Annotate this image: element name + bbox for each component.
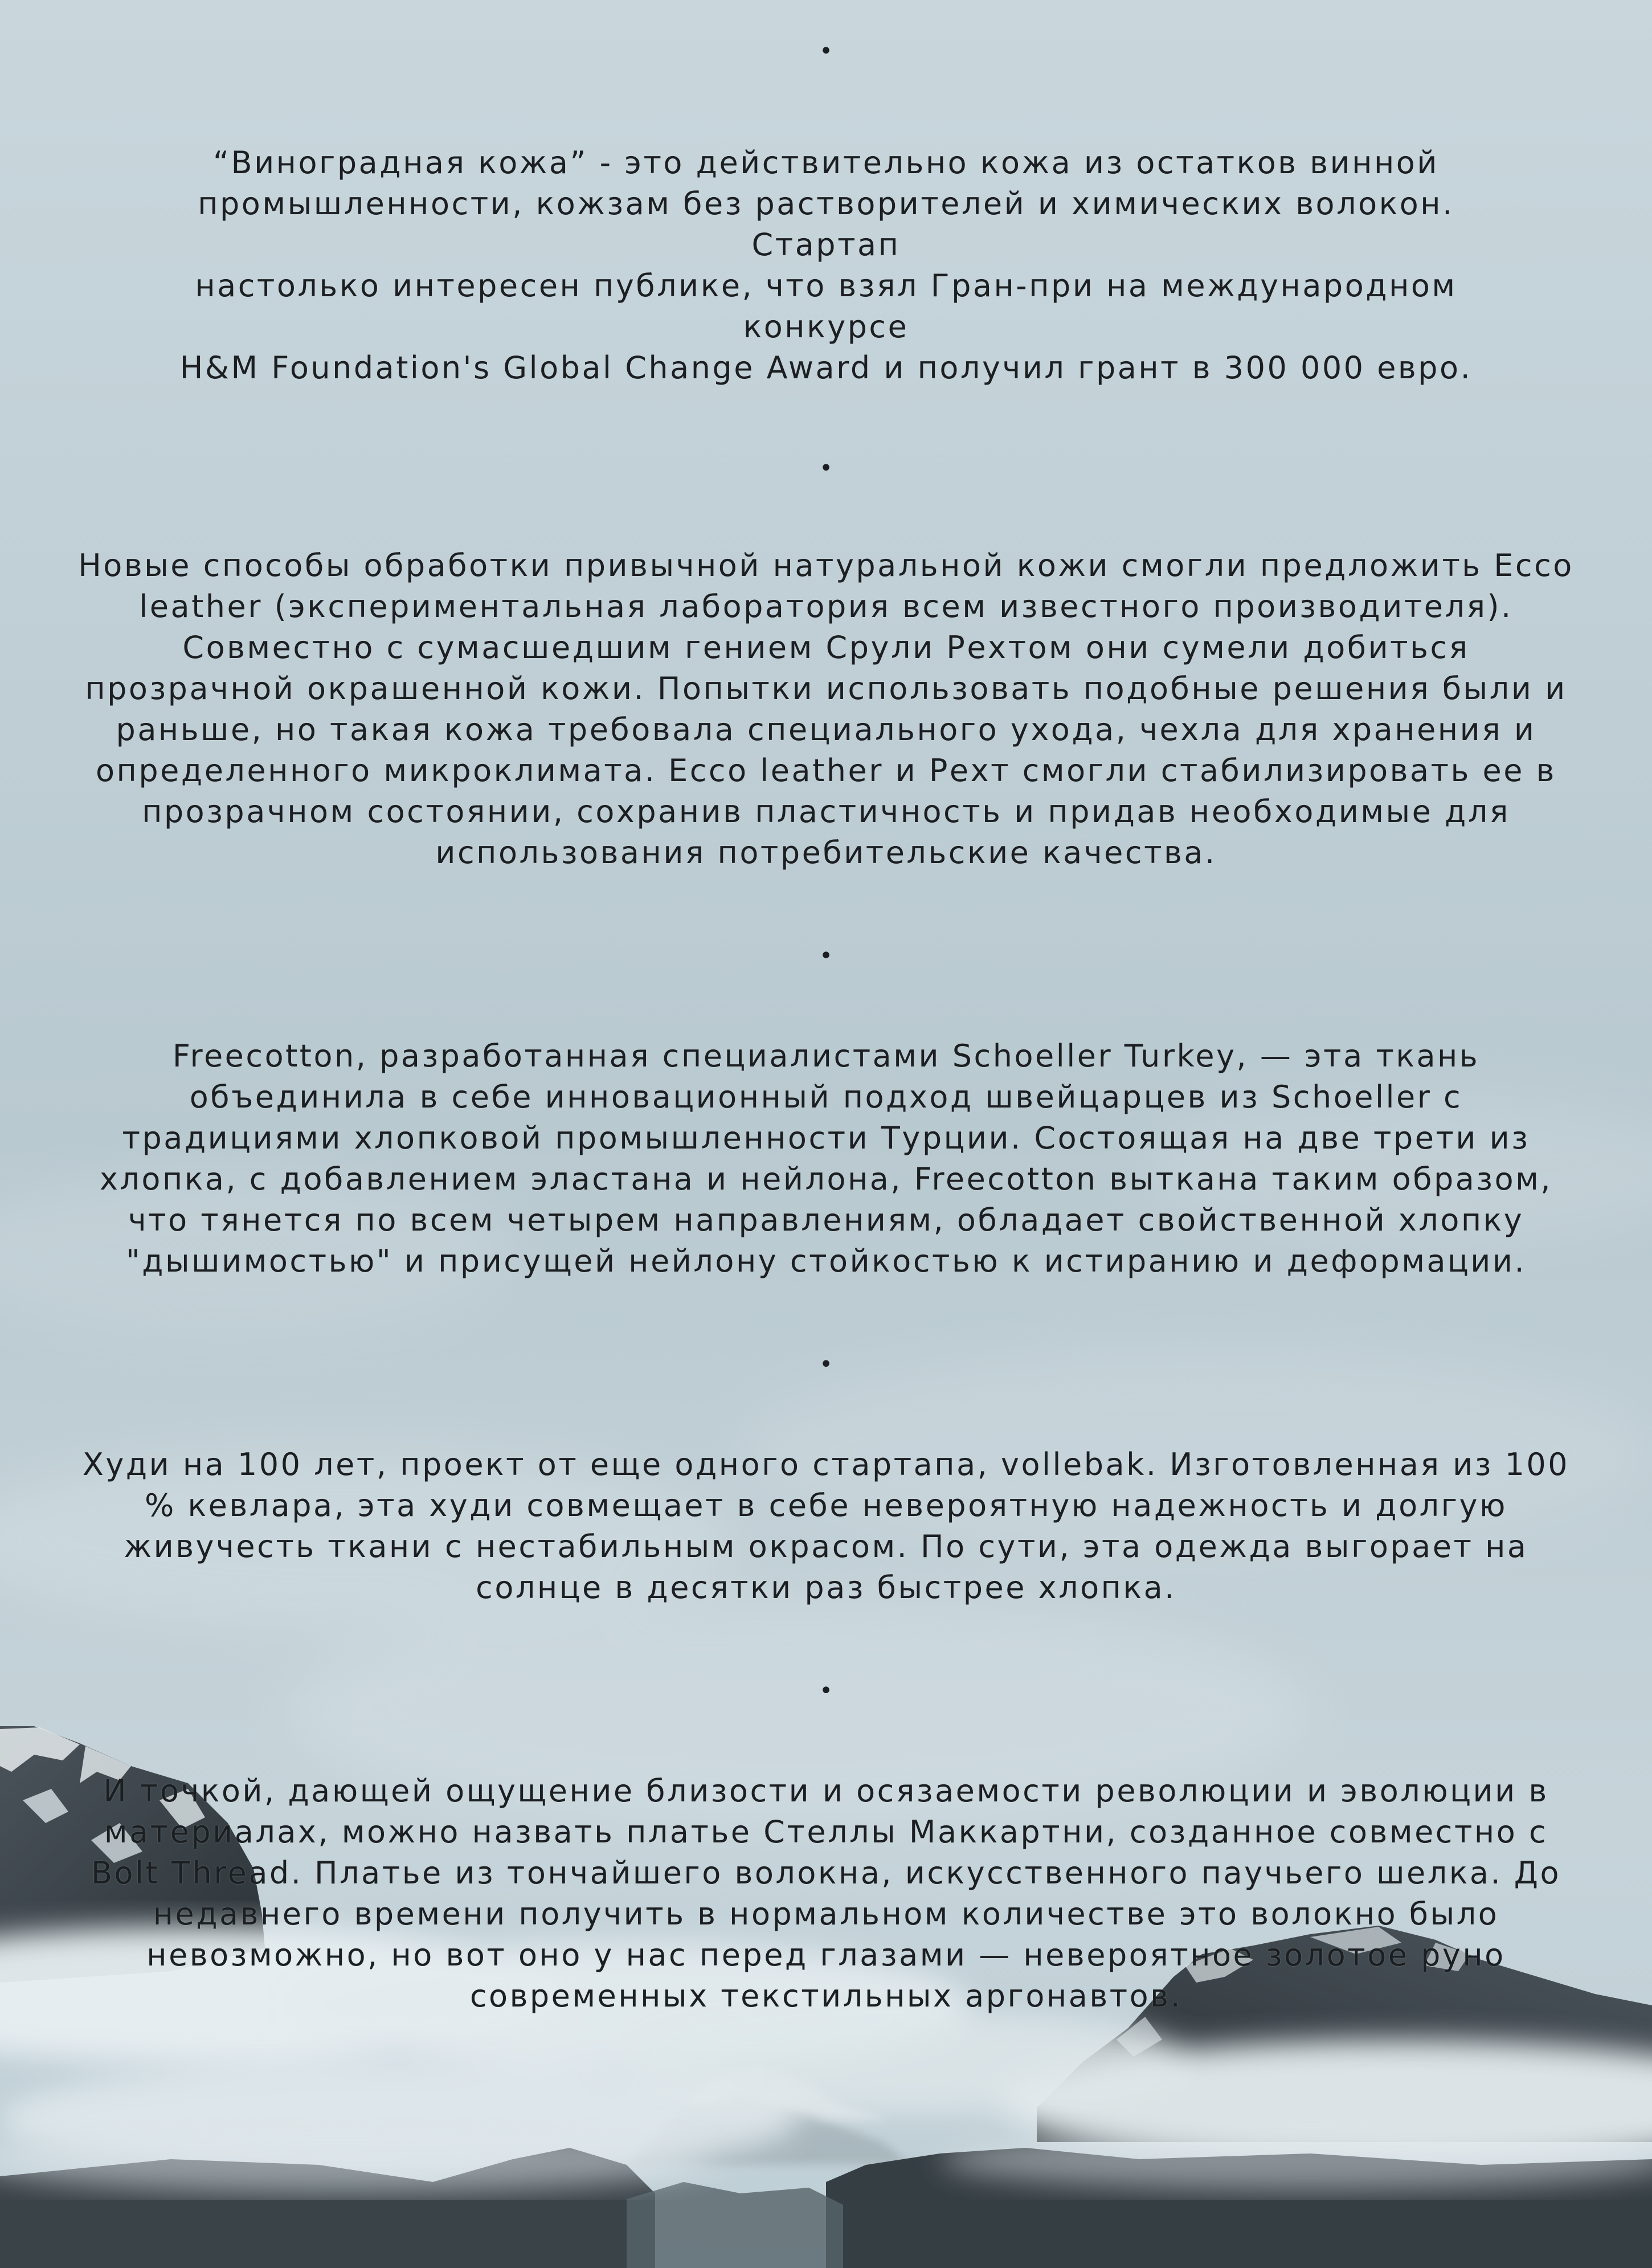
paragraph-stella-mccartney-dress: И точкой, дающей ощущение близости и осязаемости революции и эволюции в материалах, можно назвать платье Стеллы Маккартни, созданное совместно с Bolt Thread. Платье из тончайшего волокна, искусственного паучьего шелка. До недавнего времени получить в нормальном количестве это волокно было невозможно, но вот оно у нас перед глазами — невероятное золотое руно современных текстильных аргонавтов. — [91, 1773, 1561, 2014]
paragraph-vollebak-hoodie: Худи на 100 лет, проект от еще одного стартапа, vollebak. Изготовленная из 100 % кевлара, эта худи совмещает в себе невероятную надежность и долгую живучесть ткани с нестабильным окрасом. По сути, эта одежда выгорает на солнце в десятки раз быстрее хлопка. — [82, 1446, 1570, 1605]
paragraph-grape-leather: “Виноградная кожа” - это действительно кожа из остатков винной промышленности, кожзам без растворителей и химических волокон. Стартап настолько интересен публике, что взял Гран-при на международном конкурсе H&M Foundation's Global Change Award и получил грант в 300 000 евро. — [179, 145, 1473, 386]
article-text — [51, 34, 1601, 2082]
bullet-separator: • — [819, 455, 833, 481]
bullet-separator: • — [819, 1351, 833, 1378]
paragraph-freecotton: Freecotton, разработанная специалистами Schoeller Turkey, — эта ткань объединила в себе инновационный подход швейцарцев из Schoeller с традициями хлопковой промышленности Турции. Состоящая на две трети из хлопка, с добавлением эластана и нейлона, Freecotton выткана таким образом, что тянется по всем четырем направлениям, обладает свойственной хлопку "дышимостью" и присущей нейлону стойкостью к истиранию и деформации. — [99, 1038, 1553, 1279]
paragraph-ecco-leather: Новые способы обработки привычной натуральной кожи смогли предложить Ecco leather (экспериментальная лаборатория всем известного производителя). Совместно с сумасшедшим гением Срули Рехтом они сумели добиться прозрачной окрашенной кожи. Попытки использовать подобные решения были и раньше, но такая кожа требовала специального ухода, чехла для хранения и определенного микроклимата. Ecco leather и Рехт смогли стабилизировать ее в прозрачном состоянии, сохранив пластичность и придав необходимые для использования потребительские качества. — [78, 547, 1574, 871]
bullet-separator: • — [819, 1678, 833, 1704]
bullet-separator: • — [819, 38, 833, 64]
bullet-separator: • — [819, 943, 833, 969]
